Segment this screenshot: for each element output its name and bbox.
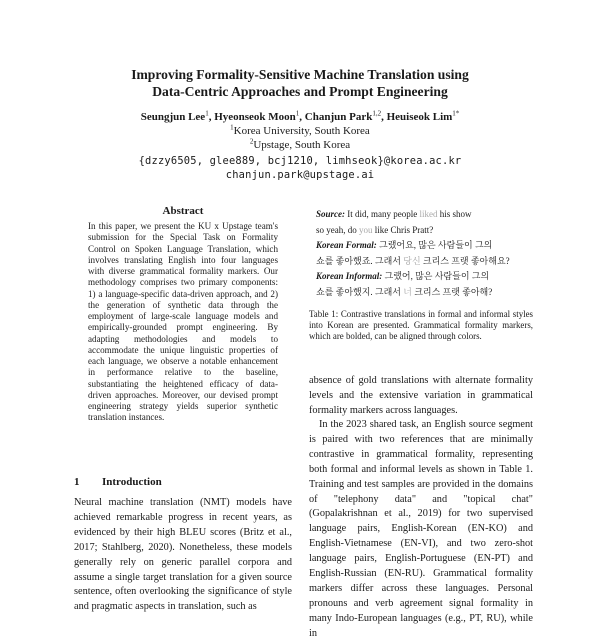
author-sup: 1 [295, 109, 300, 118]
example-korean-informal [316, 269, 536, 300]
author-name: Hyeonseok Moon [214, 111, 296, 123]
example-text: his show [439, 209, 472, 219]
author-sup: 1 [205, 109, 209, 118]
example-marker: liked [419, 209, 438, 219]
example-text: It did, many people [347, 209, 418, 219]
section-title: Introduction [102, 476, 162, 488]
author-name: Chanjun Park [304, 111, 373, 123]
introduction-text: Neural machine translation (NMT) models have achieved remarkable progress in recent years, as evidenced by their high BLEU scores (Britz et al., 2017; Stahlberg, 2020). Nonetheless, these models generally rely on generic parallel corpora and assume a single target translation for a given source sentence, often overlooking the significance of style and pragmatic aspects in translation, such as [74, 497, 292, 613]
example-text: 크리스 프랫 좋아해요? [422, 255, 510, 266]
affiliation-sup: 1 [230, 123, 234, 132]
email-line-1: {dzzy6505, glee889, bcj1210, limhseok}@korea.ac.kr [138, 155, 462, 167]
example-text: so yeah, do [316, 224, 357, 235]
section-heading-introduction [74, 476, 162, 488]
example-label: Source: [316, 209, 345, 219]
affiliation-text: Korea University, South Korea [233, 125, 370, 137]
author-name: Seungjun Lee [140, 111, 206, 123]
example-label: Korean Informal: [316, 271, 383, 281]
example-text: 그랬어, 많은 사람들이 그의 [384, 271, 490, 281]
author-list: Seungjun Lee$^1$, Hyeonseok Moon$^1$, Chanjun Park$^{1,2}$, Heuiseok Lim$^{1*}$ [140, 109, 460, 123]
example-text: 크리스 프랫 좋아해? [414, 286, 493, 297]
author-sup: 1* [452, 109, 460, 118]
abstract-text: In this paper, we present the KU x Upstage team's submission for the Special Task on Formality Control on Spoken Language Translation, which involves translating English into four languages with diverse grammatical formality markers. Our methodology comprises two primary components: 1) a language-specific data-driven approach, and 2) the generation of synthetic data through the employment of large-scale language models and empirically-grounded prompt engineering. By adapting methodologies and models to accommodate the unique linguistic properties of each language, we observe a notable enhancement in performance relative to the baseline, substantiating the heightened efficacy of data-driven approaches. Moreover, our devised prompt engineering strategy yields superior synthetic translation instances. [88, 221, 278, 423]
example-source [316, 207, 536, 238]
affiliation-1 [0, 124, 600, 138]
affiliation-2 [0, 138, 600, 152]
section-number: 1 [74, 476, 80, 488]
example-marker: 당신 [403, 255, 421, 266]
table-caption: Table 1: Contrastive translations in formal and informal styles into Korean are presented. Grammatical formality markers, which are bolded, can be aligned through colors. [309, 309, 533, 342]
affiliation-sup: 2 [249, 137, 254, 146]
right-column-para-1: absence of gold translations with alternate formality levels and the extensive variation in grammatical formality markers across languages. [309, 375, 533, 416]
example-label: Korean Formal: [316, 240, 377, 250]
example-korean-formal [316, 238, 536, 269]
affiliation-text: Upstage, South Korea [253, 139, 351, 151]
author-sup: 1,2 [372, 109, 382, 118]
author-name: Heuiseok Lim [386, 111, 453, 123]
abstract-heading: Abstract [162, 205, 204, 217]
example-text: like Chris Pratt? [374, 224, 434, 235]
example-text: 쇼를 좋아했죠. 그래서 [316, 255, 401, 266]
right-column-para-2: In the 2023 shared task, an English source segment is paired with two references that are minimally contrastive in grammatical formality, representing both formal and informal levels as shown in Table 1. Training and test samples are provided in the domains of "telephony data" and "topical chat" (Gopalakrishnan et al., 2019) for two supervised language pairs, English-Korean (EN-KO) and English-Vietnamese (EN-VI), and two zero-shot language pairs, English-Portuguese (EN-PT) and English-Russian (EN-RU). Grammatical formality markers differ across these languages. Personal pronouns and verb agreement signal formality in many Indo-European languages (e.g., PT, RU), while in [309, 419, 533, 639]
example-text: 쇼를 좋아했지. 그래서 [316, 286, 401, 297]
email-line-2: chanjun.park@upstage.ai [225, 169, 375, 181]
title-line-2: Data-Centric Approaches and Prompt Engineering [152, 84, 448, 99]
example-marker: you [359, 224, 373, 235]
title-line-1: Improving Formality-Sensitive Machine Translation using [131, 67, 469, 82]
example-text: 그랬어요, 많은 사람들이 그의 [379, 240, 493, 250]
paper-title [0, 66, 600, 100]
example-marker: 너 [403, 286, 412, 297]
